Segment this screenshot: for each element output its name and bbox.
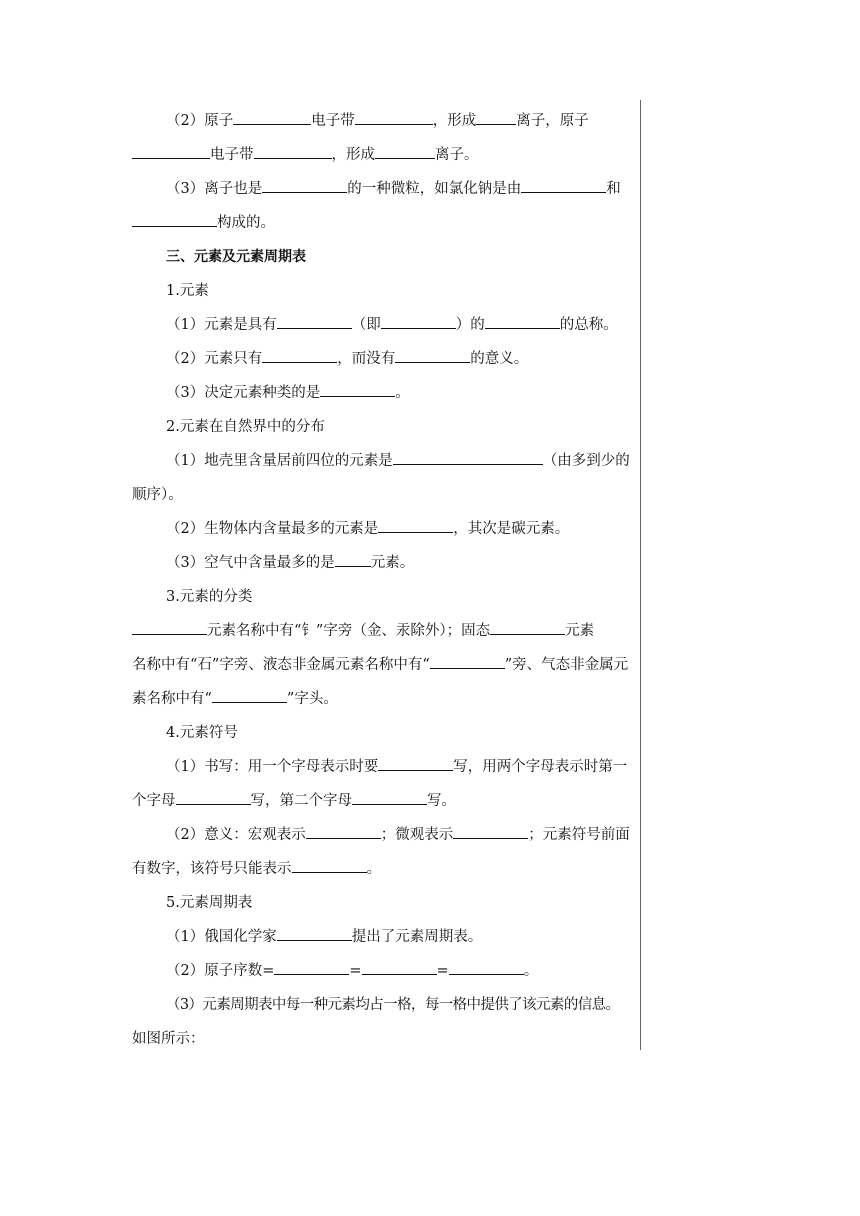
blank[interactable] [395,350,470,363]
subsection-title: 5.元素周期表 [166,895,253,911]
blank[interactable] [449,962,524,975]
blank[interactable] [277,928,352,941]
section-heading: 三、元素及元素周期表 [166,249,306,265]
blank[interactable] [132,622,207,635]
line-table-chemist: （1）俄国化学家 提出了元素周期表。 [166,929,483,945]
blank[interactable] [362,962,437,975]
blank[interactable] [212,690,287,703]
line-ion-particle-1: （3）离子也是 的一种微粒，如氯化钠是由 和 [166,181,621,197]
blank[interactable] [381,316,456,329]
blank[interactable] [132,214,217,227]
line-class-2: 名称中有“石”字旁、液态非金属元素名称中有“ ”旁、气态非金属元 [132,657,629,673]
blank[interactable] [378,758,453,771]
subsection-title: 2.元素在自然界中的分布 [166,419,325,435]
blank[interactable] [393,452,543,465]
line-organism: （2）生物体内含量最多的元素是 ，其次是碳元素。 [166,521,570,537]
blank[interactable] [176,792,251,805]
subsection-title: 3.元素的分类 [166,589,253,605]
line-symbol-write-2: 个字母 写，第二个字母 写。 [132,793,456,809]
blank[interactable] [521,180,606,193]
blank[interactable] [490,622,565,635]
blank[interactable] [233,112,311,125]
line-ion-formation-1: （2）原子 电子带 ，形成 离子，原子 [166,113,589,129]
line-atomic-number: （2）原子序数= = = 。 [166,963,539,979]
line-table-cell: （3）元素周期表中每一种元素均占一格，每一格中提供了该元素的信息。 [166,997,620,1013]
line-figure-ref: 如图所示： [132,1031,205,1047]
line-crust-cont: 顺序）。 [132,487,183,503]
blank[interactable] [453,826,528,839]
line-element-def: （1）元素是具有 （即 ）的 的总称。 [166,317,618,333]
line-symbol-meaning-1: （2）意义：宏观表示 ；微观表示 ；元素符号前面 [166,827,630,843]
blank[interactable] [378,520,453,533]
line-class-1: 元素名称中有“钅”字旁（金、汞除外）；固态 元素 [132,614,632,648]
line-crust: （1）地壳里含量居前四位的元素是 （由多到少的 [166,453,630,469]
blank[interactable] [320,384,395,397]
blank[interactable] [335,554,371,567]
blank[interactable] [274,962,349,975]
line-symbol-write-1: （1）书写：用一个字母表示时要 写，用两个字母表示时第一 [166,759,628,775]
blank[interactable] [375,146,435,159]
blank[interactable] [262,180,347,193]
blank[interactable] [430,656,505,669]
blank[interactable] [355,112,433,125]
line-class-3: 素名称中有“ ”字头。 [132,691,338,707]
blank[interactable] [277,316,352,329]
line-element-meaning: （2）元素只有 ，而没有 的意义。 [166,351,529,367]
line-ion-formation-2: 电子带 ，形成 离子。 [132,138,632,172]
blank[interactable] [132,146,210,159]
subsection-title: 1.元素 [166,283,209,299]
line-element-kind: （3）决定元素种类的是 。 [166,385,410,401]
blank[interactable] [262,350,337,363]
worksheet-content [132,104,632,1056]
line-symbol-meaning-2: 有数字，该符号只能表示 。 [132,861,381,877]
blank[interactable] [254,146,332,159]
margin-rule [640,100,641,1050]
blank[interactable] [485,316,560,329]
blank[interactable] [306,826,381,839]
subsection-title: 4.元素符号 [166,725,238,741]
blank[interactable] [292,860,367,873]
blank[interactable] [352,792,427,805]
line-air: （3）空气中含量最多的是 元素。 [166,555,415,571]
line-ion-particle-2: 构成的。 [132,206,632,240]
blank[interactable] [476,112,516,125]
